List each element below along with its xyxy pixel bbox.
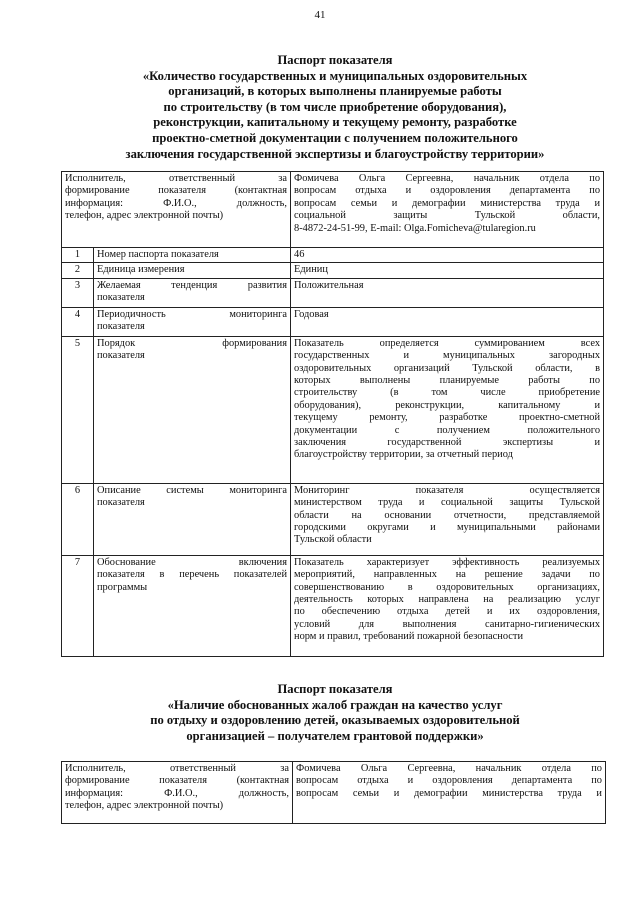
executor-label-line: информация: Ф.И.О., должность, <box>65 787 289 799</box>
row-value <box>291 278 604 307</box>
passport-1-subtitle-line: реконструкции, капитальному и текущему ремонту, разработке <box>153 115 517 130</box>
executor-label-line: Исполнитель, ответственный за <box>65 763 289 774</box>
row-label <box>94 483 291 555</box>
row-number: 7 <box>62 555 94 656</box>
row-number: 3 <box>62 278 94 307</box>
row-value-line: Показатель характеризует эффективность реализуемых <box>294 556 601 568</box>
table-row <box>62 483 604 555</box>
row-label-line: показателя <box>97 321 145 333</box>
row-value <box>291 336 604 483</box>
row-number: 1 <box>62 248 94 263</box>
row-label-line: Желаемая тенденция развития <box>97 279 288 291</box>
row-value <box>291 307 604 336</box>
row-label-line: Описание системы мониторинга <box>97 484 288 496</box>
row-label <box>94 263 291 278</box>
row-label-line: программы <box>97 581 148 593</box>
executor-label <box>62 172 291 248</box>
row-label-line: показателя <box>97 350 145 362</box>
passport-2-subtitle-line: организацией – получателем грантовой поддержки» <box>186 728 484 743</box>
row-label-line: Порядок формирования <box>97 337 288 349</box>
row-value-line: Мониторинг показателя осуществляется <box>294 484 601 496</box>
row-value-line: условий для выполнения санитарно-гигиенических <box>294 618 601 630</box>
passport-1-subtitle-line: проектно-сметной документации с получением положительного <box>152 130 518 145</box>
passport-1-subtitle-line: «Количество государственных и муниципальных оздоровительных <box>142 68 528 83</box>
page-number: 41 <box>314 9 326 21</box>
passport-1-heading <box>40 53 630 162</box>
executor-value-line: вопросам семьи и демографии министерства труда и <box>296 787 602 799</box>
row-value-line: Единиц <box>294 264 328 276</box>
row-label <box>94 248 291 263</box>
row-number: 6 <box>62 483 94 555</box>
table-row <box>62 555 604 656</box>
row-value-line: благоустройству территории, за отчетный период <box>294 449 513 461</box>
executor-value-line: социальной защиты Тульской области, <box>294 210 601 222</box>
row-number: 4 <box>62 307 94 336</box>
row-number: 2 <box>62 263 94 278</box>
row-value-line: норм и правил, требований пожарной безопасности <box>294 631 524 643</box>
executor-label-line: телефон, адрес электронной почты) <box>65 800 224 812</box>
executor-value-line: Фомичева Ольга Сергеевна, начальник отдела по <box>294 173 601 184</box>
row-label-line: показателя <box>97 292 145 304</box>
row-value-line: мероприятий, направленных на решение задачи по <box>294 569 601 581</box>
row-label <box>94 336 291 483</box>
row-value <box>291 483 604 555</box>
table-row <box>62 263 604 278</box>
row-label <box>94 307 291 336</box>
row-value-line: строительству (в том числе приобретение <box>294 387 601 399</box>
row-label-line: показателя в перечень показателей <box>97 569 288 581</box>
row-value <box>291 263 604 278</box>
executor-value-line: вопросам отдыха и оздоровления департамента по <box>296 775 602 787</box>
row-label-line: Единица измерения <box>97 264 185 276</box>
row-value-line: деятельность которых направлена на реализацию услуг <box>294 594 601 606</box>
passport-1-title: Паспорт показателя <box>277 53 393 67</box>
row-value-line: министерством труда и социальной защиты Тульской <box>294 497 601 509</box>
row-value-line: городскими округами и муниципальными районами <box>294 522 601 534</box>
row-label-line: Обоснование включения <box>97 556 288 568</box>
executor-value-line: вопросам отдыха и оздоровления департамента по <box>294 185 601 197</box>
row-label-line: показателя <box>97 497 145 509</box>
passport-1-subtitle-line: по строительству (в том числе приобретение оборудования), <box>163 99 507 114</box>
row-value-line: Положительная <box>294 279 364 291</box>
row-label <box>94 555 291 656</box>
row-value-line: Тульской области <box>294 534 372 546</box>
row-value <box>291 248 604 263</box>
row-value-line: оздоровительных организаций Тульской области, в <box>294 362 601 374</box>
passport-1-subtitle-line: организаций, в которых выполнены планируемые работы <box>168 84 502 99</box>
executor-row <box>62 172 604 248</box>
row-label-line: Периодичность мониторинга <box>97 308 288 320</box>
row-value-line: по обеспечению отдыха детей и их оздоровления, <box>294 606 601 618</box>
executor-label-line: телефон, адрес электронной почты) <box>65 210 224 222</box>
row-value-line: документации с получением положительного <box>294 424 601 436</box>
table-row <box>62 278 604 307</box>
row-value-line: 46 <box>294 249 305 260</box>
executor-label-line: Исполнитель, ответственный за <box>65 173 288 184</box>
executor-label <box>62 762 293 824</box>
row-label-line: Номер паспорта показателя <box>97 249 219 260</box>
executor-value-line: 8-4872-24-51-99, E-mail: Olga.Fomicheva@tularegion.ru <box>294 222 536 234</box>
row-value-line: оборудования), реконструкции, капитальному и <box>294 399 601 411</box>
table-row <box>62 248 604 263</box>
row-value-line: Показатель определяется суммированием всех <box>294 337 601 349</box>
executor-label-line: формирование показателя (контактная <box>65 185 288 197</box>
row-value <box>291 555 604 656</box>
passport-1-table <box>61 171 604 657</box>
passport-2-table <box>61 761 606 824</box>
executor-value-line: вопросам семьи и демографии министерства труда и <box>294 197 601 209</box>
passport-1-subtitle-line: заключения государственной экспертизы и благоустройству территории» <box>125 146 545 161</box>
passport-2-subtitle-line: по отдыху и оздоровлению детей, оказываемых оздоровительной <box>150 713 520 728</box>
row-value-line: Годовая <box>294 308 329 320</box>
executor-row <box>62 762 606 824</box>
executor-label-line: формирование показателя (контактная <box>65 775 289 787</box>
row-value-line: области на основании отчетности, представляемой <box>294 509 601 521</box>
passport-2-subtitle-line: «Наличие обоснованных жалоб граждан на качество услуг <box>167 697 503 712</box>
executor-value-line: Фомичева Ольга Сергеевна, начальник отдела по <box>296 763 602 774</box>
executor-value <box>291 172 604 248</box>
row-value-line: текущему ремонту, разработке проектно-сметной <box>294 412 601 424</box>
row-value-line: заключения государственной экспертизы и <box>294 437 601 449</box>
row-value-line: которых выполнены планируемые работы по <box>294 375 601 387</box>
passport-2-heading <box>40 682 630 744</box>
passport-2-title: Паспорт показателя <box>277 682 393 696</box>
executor-label-line: информация: Ф.И.О., должность, <box>65 197 288 209</box>
row-value-line: совершенствованию в оздоровительных организациях, <box>294 581 601 593</box>
row-value-line: государственных и муниципальных загородных <box>294 350 601 362</box>
table-row <box>62 336 604 483</box>
row-label <box>94 278 291 307</box>
row-number: 5 <box>62 336 94 483</box>
table-row <box>62 307 604 336</box>
executor-value <box>293 762 606 824</box>
